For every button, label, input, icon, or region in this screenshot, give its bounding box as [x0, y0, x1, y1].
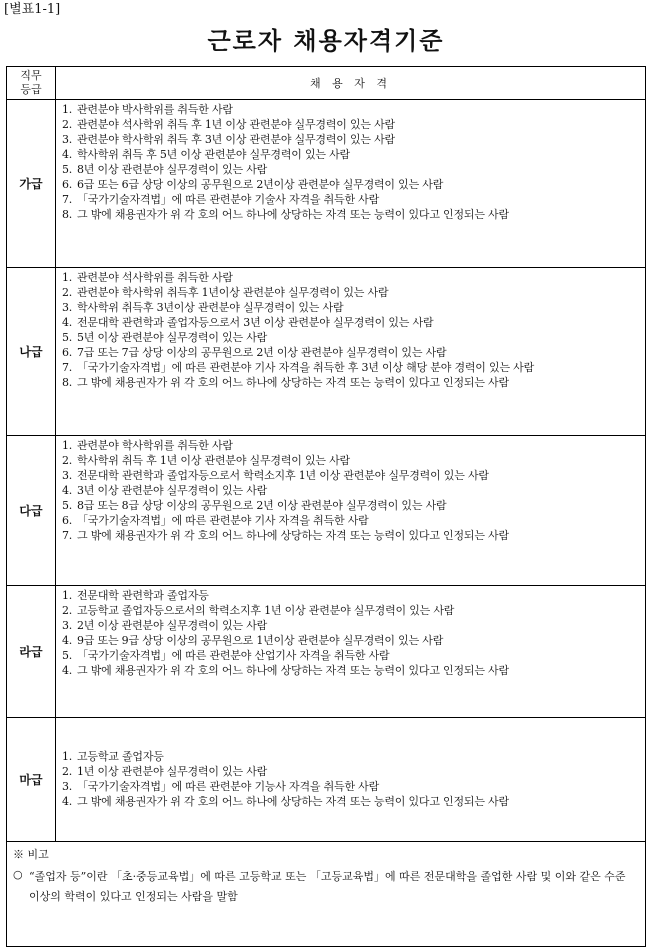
page-title: 근로자 채용자격기준 — [207, 27, 445, 55]
item-number: 5. — [62, 649, 73, 662]
item-text: 고등학교 졸업자등 — [77, 750, 164, 763]
item-number: 6. — [62, 514, 73, 527]
table-row — [7, 718, 646, 842]
item-number: 1. — [62, 750, 73, 763]
list-item — [62, 330, 641, 345]
item-text: 관련분야 석사학위 취득 후 1년 이상 관련분야 실무경력이 있는 사람 — [77, 118, 395, 131]
grade-cell: 가급 — [7, 100, 56, 268]
item-number: 3. — [62, 469, 73, 482]
item-text: 전문대학 관련학과 졸업자등 — [77, 589, 209, 602]
item-number: 2. — [62, 604, 73, 617]
item-number: 3. — [62, 301, 73, 314]
item-number: 7. — [62, 529, 73, 542]
list-item — [62, 588, 641, 603]
list-item — [62, 453, 641, 468]
item-text: 「국가기술자격법」에 따른 관련분야 기능사 자격을 취득한 사람 — [77, 780, 380, 793]
list-item — [62, 618, 641, 633]
item-number: 4. — [62, 316, 73, 329]
qualification-cell — [56, 718, 646, 842]
item-text: 6급 또는 6급 상당 이상의 공무원으로 2년이상 관련분야 실무경력이 있는 사람 — [77, 178, 444, 191]
list-item — [62, 794, 641, 809]
item-text: 그 밖에 채용권자가 위 각 호의 어느 하나에 상당하는 자격 또는 능력이 있다고 인정되는 사람 — [77, 376, 509, 389]
item-number: 4. — [62, 664, 73, 677]
item-number: 4. — [62, 484, 73, 497]
item-number: 5. — [62, 163, 73, 176]
qualification-cell — [56, 268, 646, 436]
item-number: 7. — [62, 361, 73, 374]
grade-cell: 나급 — [7, 268, 56, 436]
item-number: 6. — [62, 346, 73, 359]
list-item — [62, 102, 641, 117]
list-item — [62, 468, 641, 483]
item-number: 4. — [62, 634, 73, 647]
qualification-column-header — [56, 67, 646, 100]
item-number: 2. — [62, 118, 73, 131]
item-text: 학사학위 취득 후 1년 이상 관련분야 실무경력이 있는 사람 — [77, 454, 350, 467]
note-cell — [7, 842, 646, 947]
list-item — [62, 749, 641, 764]
list-item — [62, 764, 641, 779]
item-text: 관련분야 학사학위를 취득한 사람 — [77, 439, 233, 452]
item-text: 전문대학 관련학과 졸업자등으로서 3년 이상 관련분야 실무경력이 있는 사람 — [77, 316, 434, 329]
item-text: 그 밖에 채용권자가 위 각 호의 어느 하나에 상당하는 자격 또는 능력이 있다고 인정되는 사람 — [77, 664, 509, 677]
list-item — [62, 375, 641, 390]
item-number: 2. — [62, 454, 73, 467]
item-text: 그 밖에 채용권자가 위 각 호의 어느 하나에 상당하는 자격 또는 능력이 있다고 인정되는 사람 — [77, 795, 509, 808]
item-text: 관련분야 학사학위 취득후 1년이상 관련분야 실무경력이 있는 사람 — [77, 286, 389, 299]
list-item — [62, 285, 641, 300]
grade-cell: 마급 — [7, 718, 56, 842]
qualification-cell — [56, 436, 646, 586]
list-item — [62, 648, 641, 663]
item-number: 1. — [62, 439, 73, 452]
item-number: 7. — [62, 193, 73, 206]
item-text: 2년 이상 관련분야 실무경력이 있는 사람 — [77, 619, 268, 632]
table-body — [7, 100, 646, 842]
list-item — [62, 438, 641, 453]
item-text: 1년 이상 관련분야 실무경력이 있는 사람 — [77, 765, 268, 778]
item-text: 8급 또는 8급 상당 이상의 공무원으로 2년 이상 관련분야 실무경력이 있는 사람 — [77, 499, 447, 512]
item-text: 「국가기술자격법」에 따른 관련분야 기술사 자격을 취득한 사람 — [77, 193, 380, 206]
qualification-list — [62, 438, 641, 543]
list-item — [62, 117, 641, 132]
table-header-row — [7, 67, 646, 100]
note-text: “졸업자 등”이란 「초·중등교육법」에 따른 고등학교 또는 「고등교육법」에 따른 전문대학을 졸업한 사람 및 이와 같은 수준 이상의 학력이 있다고 인정되는 사람을 말함 — [29, 870, 626, 903]
table-row — [7, 436, 646, 586]
item-text: 그 밖에 채용권자가 위 각 호의 어느 하나에 상당하는 자격 또는 능력이 있다고 인정되는 사람 — [77, 208, 509, 221]
list-item — [62, 663, 641, 678]
note-body — [13, 867, 639, 907]
item-text: 9급 또는 9급 상당 이상의 공무원으로 1년이상 관련분야 실무경력이 있는 사람 — [77, 634, 444, 647]
qualification-header-label: 채 용 자 격 — [310, 77, 391, 90]
list-item — [62, 633, 641, 648]
list-item — [62, 132, 641, 147]
item-text: 전문대학 관련학과 졸업자등으로서 학력소지후 1년 이상 관련분야 실무경력이 있는 사람 — [77, 469, 489, 482]
list-item — [62, 498, 641, 513]
item-text: 3년 이상 관련분야 실무경력이 있는 사람 — [77, 484, 268, 497]
table-row — [7, 586, 646, 718]
item-number: 8. — [62, 208, 73, 221]
list-item — [62, 207, 641, 222]
item-text: 관련분야 박사학위를 취득한 사람 — [77, 103, 233, 116]
qualification-list — [62, 749, 641, 809]
item-text: 「국가기술자격법」에 따른 관련분야 기사 자격을 취득한 후 3년 이상 해당 분야 경력이 있는 사람 — [77, 361, 535, 374]
item-number: 4. — [62, 148, 73, 161]
list-item — [62, 177, 641, 192]
item-number: 5. — [62, 499, 73, 512]
item-text: 8년 이상 관련분야 실무경력이 있는 사람 — [77, 163, 268, 176]
item-text: 학사학위 취득 후 5년 이상 관련분야 실무경력이 있는 사람 — [77, 148, 350, 161]
item-text: 5년 이상 관련분야 실무경력이 있는 사람 — [77, 331, 268, 344]
list-item — [62, 528, 641, 543]
list-item — [62, 147, 641, 162]
qualification-cell — [56, 586, 646, 718]
list-item — [62, 270, 641, 285]
item-text: 관련분야 학사학위 취득 후 3년 이상 관련분야 실무경력이 있는 사람 — [77, 133, 395, 146]
list-item — [62, 300, 641, 315]
note-bullet: ○ — [13, 868, 23, 881]
list-item — [62, 779, 641, 794]
item-text: 「국가기술자격법」에 따른 관련분야 기사 자격을 취득한 사람 — [77, 514, 369, 527]
item-number: 3. — [62, 780, 73, 793]
table-row — [7, 100, 646, 268]
qualification-cell — [56, 100, 646, 268]
attachment-label: [별표1-1] — [4, 2, 61, 17]
list-item — [62, 360, 641, 375]
qualification-list — [62, 270, 641, 390]
note-title: ※ 비고 — [13, 848, 49, 861]
grade-cell: 라급 — [7, 586, 56, 718]
qualification-list — [62, 588, 641, 678]
item-number: 3. — [62, 619, 73, 632]
grade-header-label: 직무 등급 — [20, 69, 42, 96]
item-text: 관련분야 석사학위를 취득한 사람 — [77, 271, 233, 284]
list-item — [62, 603, 641, 618]
item-text: 학사학위 취득후 3년이상 관련분야 실무경력이 있는 사람 — [77, 301, 344, 314]
qualification-list — [62, 102, 641, 222]
list-item — [62, 483, 641, 498]
qualification-table — [6, 66, 646, 947]
list-item — [62, 192, 641, 207]
table-row — [7, 268, 646, 436]
item-number: 1. — [62, 103, 73, 116]
item-number: 8. — [62, 376, 73, 389]
item-number: 1. — [62, 271, 73, 284]
item-number: 4. — [62, 795, 73, 808]
item-number: 6. — [62, 178, 73, 191]
list-item — [62, 513, 641, 528]
list-item — [62, 162, 641, 177]
grade-column-header — [7, 67, 56, 100]
list-item — [62, 345, 641, 360]
list-item — [62, 315, 641, 330]
item-text: 「국가기술자격법」에 따른 관련분야 산업기사 자격을 취득한 사람 — [77, 649, 390, 662]
item-text: 그 밖에 채용권자가 위 각 호의 어느 하나에 상당하는 자격 또는 능력이 있다고 인정되는 사람 — [77, 529, 509, 542]
item-text: 고등학교 졸업자등으로서의 학력소지후 1년 이상 관련분야 실무경력이 있는 사람 — [77, 604, 455, 617]
note-row — [7, 842, 646, 947]
item-text: 7급 또는 7급 상당 이상의 공무원으로 2년 이상 관련분야 실무경력이 있는 사람 — [77, 346, 447, 359]
item-number: 5. — [62, 331, 73, 344]
item-number: 1. — [62, 589, 73, 602]
item-number: 2. — [62, 286, 73, 299]
item-number: 2. — [62, 765, 73, 778]
item-number: 3. — [62, 133, 73, 146]
grade-cell: 다급 — [7, 436, 56, 586]
